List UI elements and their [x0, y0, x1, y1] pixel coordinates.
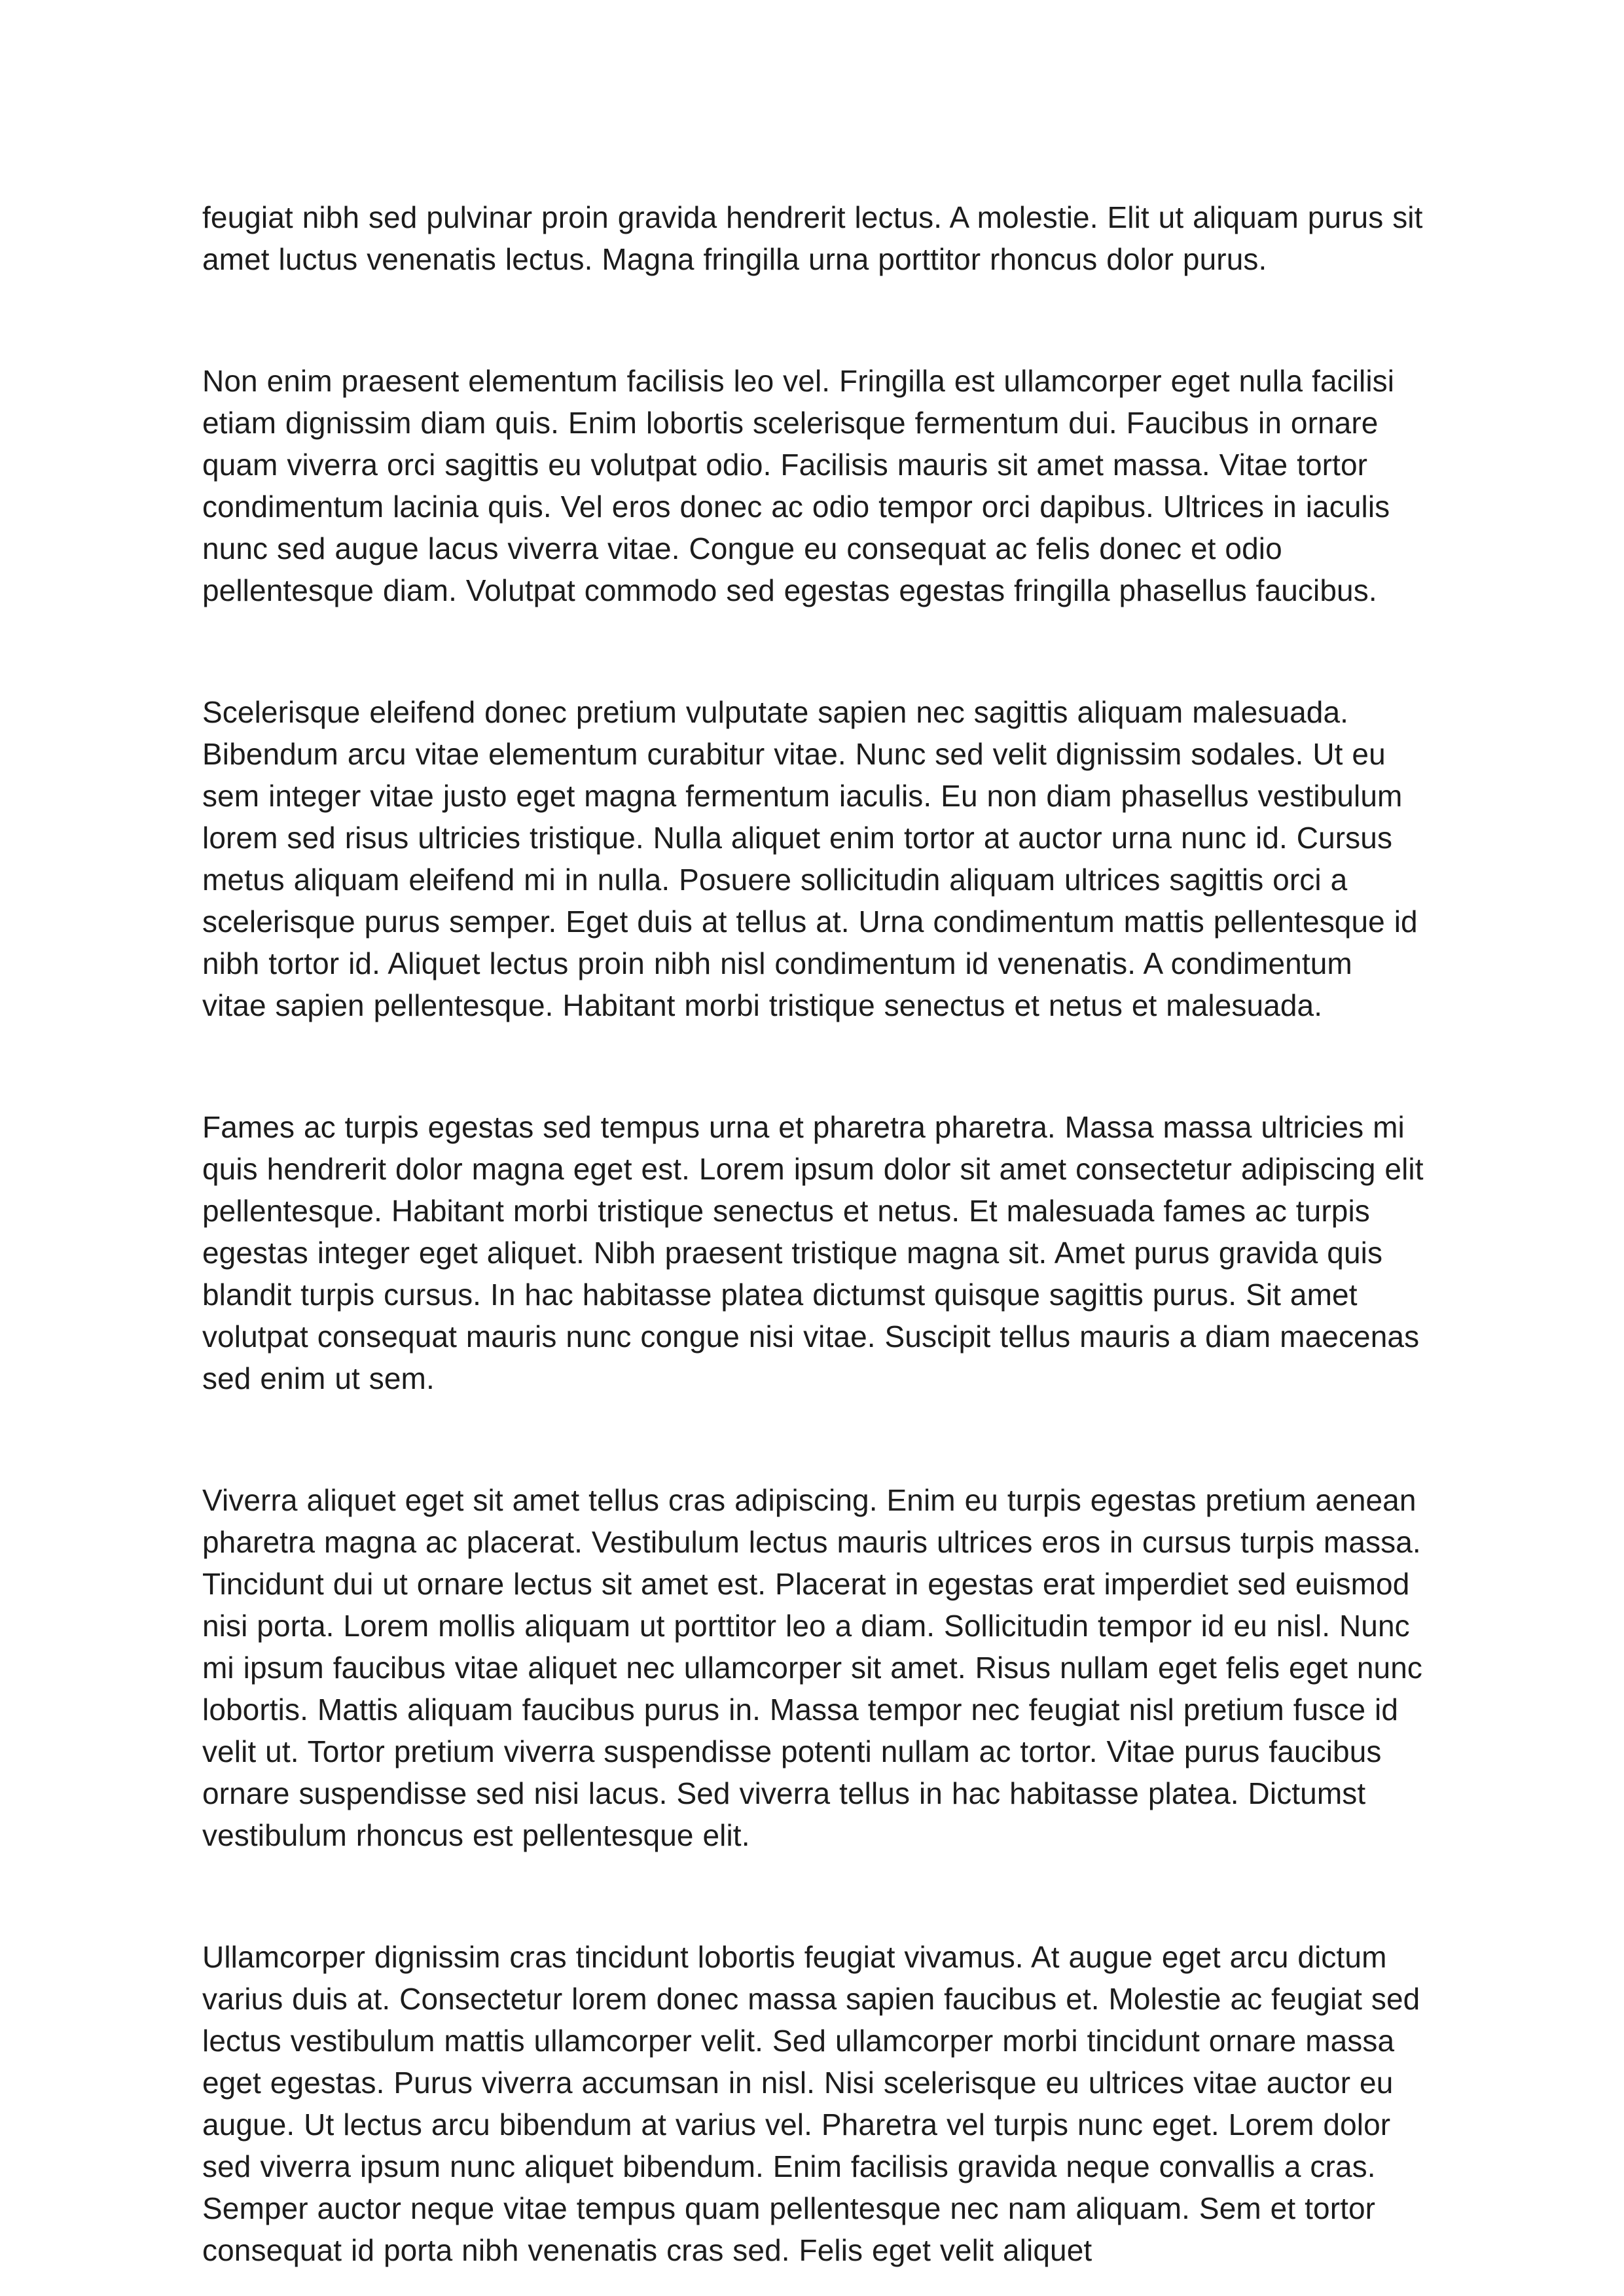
paragraph: Scelerisque eleifend donec pretium vulputate sapien nec sagittis aliquam malesuada. Bibendum arcu vitae elementum curabitur vitae. Nunc sed velit dignissim sodales. Ut eu sem integer vitae justo eget magna fermentum iaculis. Eu non diam phasellus vestibulum lorem sed risus ultricies tristique. Nulla aliquet enim tortor at auctor urna nunc id. Cursus metus aliquam eleifend mi in nulla. Posuere sollicitudin aliquam ultrices sagittis orci a scelerisque purus semper. Eget duis at tellus at. Urna condimentum mattis pellentesque id nibh tortor id. Aliquet lectus proin nibh nisl condimentum id venenatis. A condimentum vitae sapien pellentesque. Habitant morbi tristique senectus et netus et malesuada.: [202, 695, 1418, 1022]
paragraph: feugiat nibh sed pulvinar proin gravida hendrerit lectus. A molestie. Elit ut aliquam purus sit amet luctus venenatis lectus. Magna fringilla urna porttitor rhoncus dolor purus.: [202, 200, 1423, 276]
document-body: [202, 196, 1425, 2271]
paragraph: Ullamcorper dignissim cras tincidunt lobortis feugiat vivamus. At augue eget arcu dictum varius duis at. Consectetur lorem donec massa sapien faucibus et. Molestie ac feugiat sed lectus vestibulum mattis ullamcorper velit. Sed ullamcorper morbi tincidunt ornare massa eget egestas. Purus viverra accumsan in nisl. Nisi scelerisque eu ultrices vitae auctor eu augue. Ut lectus arcu bibendum at varius vel. Pharetra vel turpis nunc eget. Lorem dolor sed viverra ipsum nunc aliquet bibendum. Enim facilisis gravida neque convallis a cras. Semper auctor neque vitae tempus quam pellentesque nec nam aliquam. Sem et tortor consequat id porta nibh venenatis cras sed. Felis eget velit aliquet: [202, 1940, 1420, 2267]
paragraph: Fames ac turpis egestas sed tempus urna et pharetra pharetra. Massa massa ultricies mi quis hendrerit dolor magna eget est. Lorem ipsum dolor sit amet consectetur adipiscing elit pellentesque. Habitant morbi tristique senectus et netus. Et malesuada fames ac turpis egestas integer eget aliquet. Nibh praesent tristique magna sit. Amet purus gravida quis blandit turpis cursus. In hac habitasse platea dictumst quisque sagittis purus. Sit amet volutpat consequat mauris nunc congue nisi vitae. Suscipit tellus mauris a diam maecenas sed enim ut sem.: [202, 1110, 1424, 1395]
paragraph: Non enim praesent elementum facilisis leo vel. Fringilla est ullamcorper eget nulla facilisi etiam dignissim diam quis. Enim lobortis scelerisque fermentum dui. Faucibus in ornare quam viverra orci sagittis eu volutpat odio. Facilisis mauris sit amet massa. Vitae tortor condimentum lacinia quis. Vel eros donec ac odio tempor orci dapibus. Ultrices in iaculis nunc sed augue lacus viverra vitae. Congue eu consequat ac felis donec et odio pellentesque diam. Volutpat commodo sed egestas egestas fringilla phasellus faucibus.: [202, 364, 1395, 607]
paragraph: Viverra aliquet eget sit amet tellus cras adipiscing. Enim eu turpis egestas pretium aenean pharetra magna ac placerat. Vestibulum lectus mauris ultrices eros in cursus turpis massa. Tincidunt dui ut ornare lectus sit amet est. Placerat in egestas erat imperdiet sed euismod nisi porta. Lorem mollis aliquam ut porttitor leo a diam. Sollicitudin tempor id eu nisl. Nunc mi ipsum faucibus vitae aliquet nec ullamcorper sit amet. Risus nullam eget felis eget nunc lobortis. Mattis aliquam faucibus purus in. Massa tempor nec feugiat nisl pretium fusce id velit ut. Tortor pretium viverra suspendisse potenti nullam ac tortor. Vitae purus faucibus ornare suspendisse sed nisi lacus. Sed viverra tellus in hac habitasse platea. Dictumst vestibulum rhoncus est pellentesque elit.: [202, 1483, 1422, 1852]
